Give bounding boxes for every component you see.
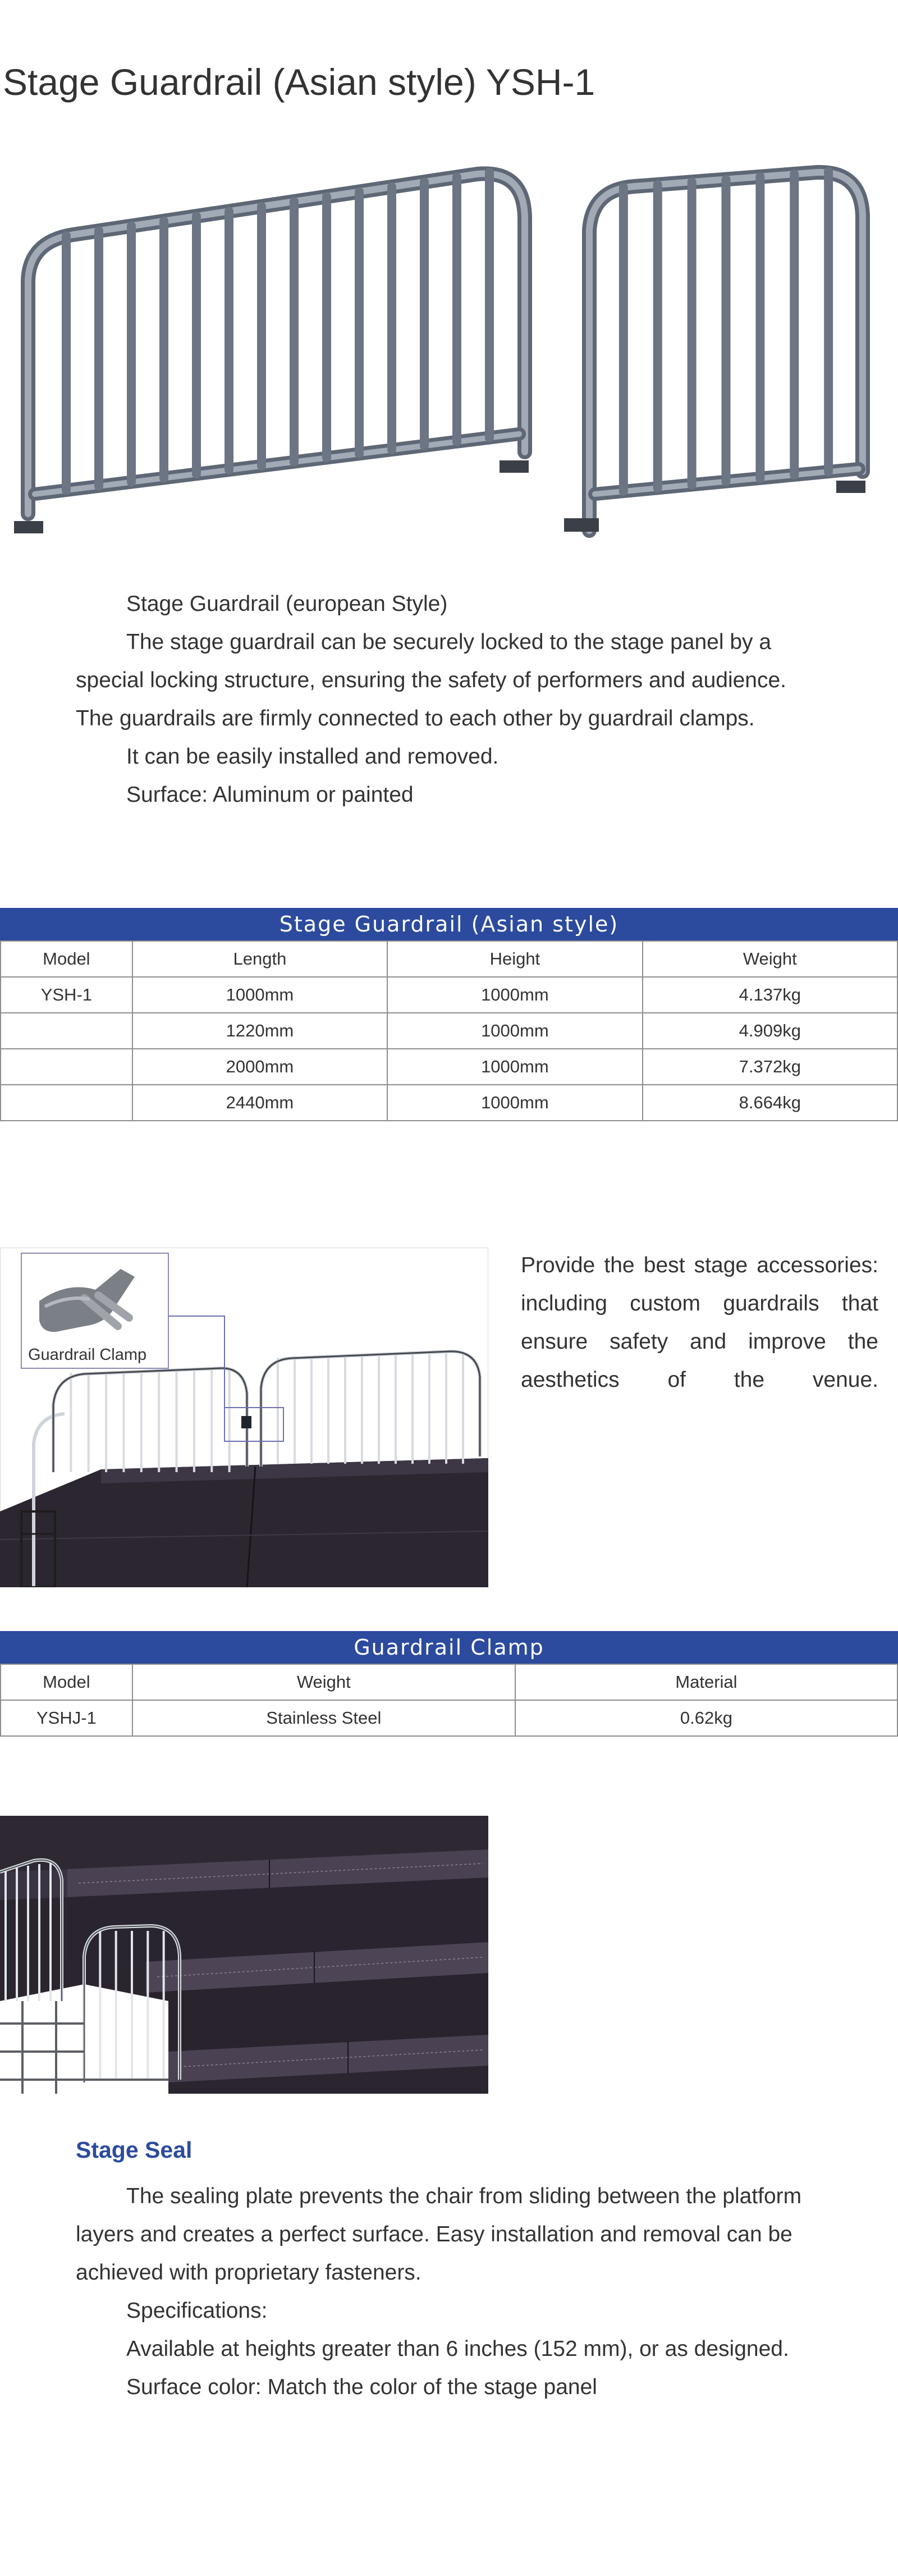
clamp-callout-label: Guardrail Clamp [28, 1346, 147, 1364]
table-header-row [1, 1664, 897, 1700]
table-cell: 1000mm [387, 977, 642, 1013]
table-cell [1, 1013, 132, 1049]
description-paragraph: Available at heights greater than 6 inches (152 mm), or as designed. [126, 2337, 789, 2361]
guardrail-spec-table [0, 908, 898, 1121]
table-cell: 4.137kg [643, 977, 897, 1013]
table-cell: YSH-1 [1, 977, 132, 1013]
table-row [1, 977, 897, 1013]
guardrail-product-image [0, 157, 898, 550]
description-paragraph: Specifications: [126, 2299, 268, 2323]
guardrail-clamp-scene-image [0, 1248, 488, 1587]
table-row [1, 1700, 897, 1736]
clamp-spec-table [0, 1631, 898, 1737]
guardrail-description [76, 585, 822, 814]
guardrail-large [14, 172, 529, 533]
table-cell: 2000mm [132, 1049, 387, 1085]
accessories-text: Provide the best stage accessories: including custom guardrails that ensure safety and improve the aesthetics of the venue. [521, 1253, 878, 1392]
table-cell: 1000mm [387, 1085, 642, 1121]
stage-seal-scene-image [0, 1816, 488, 2094]
table-row [1, 1085, 897, 1121]
table-cell: YSHJ-1 [1, 1700, 132, 1736]
description-paragraph: Surface: Aluminum or painted [126, 783, 414, 807]
table-header-row [1, 941, 897, 977]
header-cell: Material [515, 1664, 897, 1700]
table-cell: 1000mm [387, 1013, 642, 1049]
description-paragraph: The stage guardrail can be securely locked to the stage panel by a special locking structure, ensuring the safety of performers and audience. The guardrails are firmly connected to each other by guardrail clamps. [76, 630, 787, 730]
description-paragraph: Stage Guardrail (european Style) [126, 592, 448, 616]
table-caption: Guardrail Clamp [0, 1631, 898, 1664]
table-cell [1, 1085, 132, 1121]
table-cell: 1000mm [132, 977, 387, 1013]
section-heading-stage-seal: Stage Seal [76, 2137, 193, 2163]
table-cell: 4.909kg [643, 1013, 897, 1049]
table-row [1, 1013, 897, 1049]
header-cell: Model [1, 1664, 132, 1700]
table-cell: 2440mm [132, 1085, 387, 1121]
table-cell: 8.664kg [643, 1085, 897, 1121]
table-cell: 0.62kg [515, 1700, 897, 1736]
header-cell: Weight [643, 941, 897, 977]
header-cell: Model [1, 941, 132, 977]
accessories-description [521, 1246, 878, 1399]
guardrail-small [564, 171, 865, 532]
header-cell: Height [387, 941, 642, 977]
table-cell: 1000mm [387, 1049, 642, 1085]
table-row [1, 1049, 897, 1085]
table-cell: Stainless Steel [132, 1700, 515, 1736]
description-paragraph: Surface color: Match the color of the stage panel [126, 2375, 597, 2399]
header-cell: Length [132, 941, 387, 977]
stage-seal-description [76, 2177, 822, 2406]
table-caption: Stage Guardrail (Asian style) [0, 908, 898, 940]
description-paragraph: The sealing plate prevents the chair from sliding between the platform layers and creates a perfect surface. Easy installation and removal can be achieved with proprietary fasteners. [76, 2184, 802, 2285]
table-cell: 7.372kg [643, 1049, 897, 1085]
table-cell: 1220mm [132, 1013, 387, 1049]
table-cell [1, 1049, 132, 1085]
header-cell: Weight [132, 1664, 515, 1700]
description-paragraph: It can be easily installed and removed. [126, 745, 499, 769]
page-title: Stage Guardrail (Asian style) YSH-1 [3, 61, 595, 103]
